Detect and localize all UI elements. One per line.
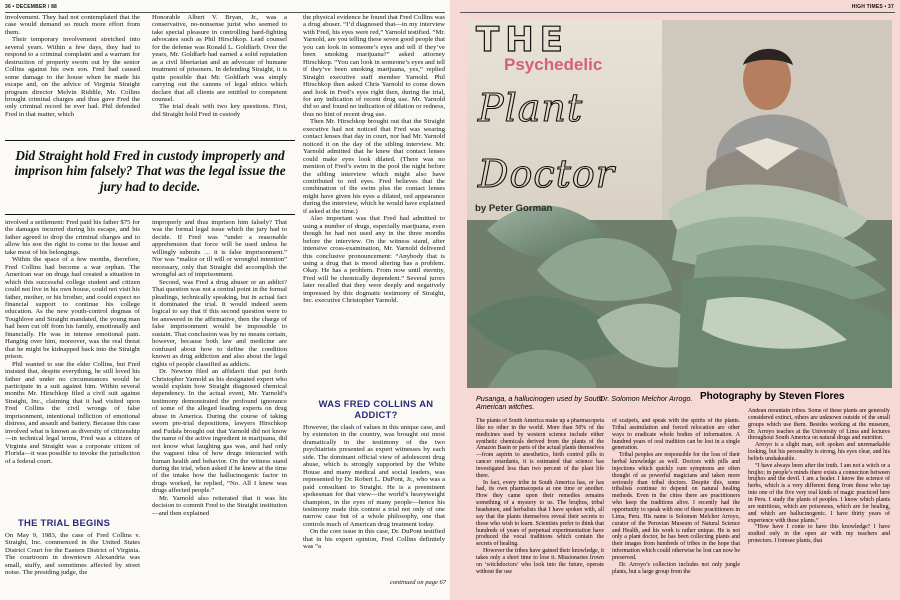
- left-folio: 36 • DECEMBER / 88: [5, 4, 58, 10]
- paragraph: Honorable Albert V. Bryan, Jr., was a conservative, no-nonsense jurist who seemed to take special pleasure in controlling hard-fighting advocates such as Phil Hirschkop. Lead counsel for the defense was Ronald L. Goldfarb. Over the years, Mr. Goldfarb had earned a solid reputation as a civil libertarian and an advocate of humane treatment of prisoners. In defending Straight, it is quite possible that Mr. Goldfarb was simply carrying out the canons of legal ethics which declare that all clients are entitled to competent counsel.: [152, 14, 287, 103]
- right-folio: HIGH TIMES • 37: [851, 4, 894, 10]
- paragraph: involved a settlement: Fred paid his father $75 for the damages incurred during his escape, and his father agreed to drop the criminal charges and to allow his son the right to come to the house and take most of his belongings.: [5, 219, 140, 256]
- title-plant: Plant: [478, 86, 584, 130]
- paragraph: involvement. They had not contemplated that the case would demand so much more effort from them.: [5, 14, 140, 36]
- paragraph: Their temporary involvement stretched into several years. Within a few days, they had to respond to a criminal complaint and a warrant for destruction of property sworn out by the senior Collins against his own son. Fred had caused some damage to the house when he made his escape and, on the advice of Virginia Straight program director Melvin Riddile, Mr. Collins brought criminal charges and thus gave Fred the only criminal record he ever had. Phil defended Fred in that matter, which: [5, 36, 140, 118]
- left-col1-end: [5, 532, 140, 598]
- left-col2-top: [152, 14, 287, 136]
- paragraph: On May 9, 1983, the case of Fred Collins v. Straight, Inc. commenced in the United States District Court for the Eastern District of Virginia. The courtroom in downtown Alexandria was small, stuffy, and sometimes affected by street noise. The presiding judge, the: [5, 532, 140, 577]
- paragraph: Tribal peoples are responsible for the loss of their herbal knowledge as well. Doctors with pills and injections which quickly cure symptoms are often thought of as powerful magicians and taken more seriously than tribal doctors. Despite this, some tribalists continue to depend on natural healing methods. Even in the cities there are practitioners who keep the traditions alive. I recently had the opportunity to speak with one of these practitioners in Lima, Peru. His name is Solomon Melchor Arroyo, curator of the Peruvian Museum of Natural Science and Health, and his work is rather unique. He is not only a plant doctor, he has been collecting plants and their images from hundreds of tribes in the hope that information which could otherwise be lost can now be preserved.: [612, 452, 740, 561]
- pull-quote-rule-bottom: [5, 214, 295, 215]
- title-the: THE: [476, 20, 569, 60]
- pull-quote-rule-top: [5, 140, 295, 141]
- left-col1-bottom: [5, 219, 140, 510]
- paragraph: Dr. Arroyo’s collection includes not only jungle plants, but a large group from the: [612, 561, 740, 575]
- continued-note: continued on page 67: [389, 579, 446, 586]
- paragraph: However, the clash of values in this unique case, and by extension in the country, was brought out most dramatically in the testimony of the two psychiatrists presented as expert witnesses by each side. The dominant official view of adolescent drug abuse, which is strongly supported by the White House and many medical and social leaders, was represented by Dr. Robert L. DuPont, Jr., who was a paid consultant to Straight. He is a preeminent spokesman for that view—the world’s heavyweight champion, in the eyes of many people—hence his testimony made this contest a trial not only of one narrow case but of a whole philosophy, one that controls much of American drug treatment today.: [303, 424, 445, 528]
- paragraph: The plants of South America make up a pharmacopeia like no other in the world. More than 50% of the medicines used by western science include either synthetic chemicals derived from the plants of the Amazon Basin or parts of the actual plants themselves—from aspirin to anesthetics, birth control pills to cancer retardants, it is estimated that science has investigated less than two percent of the plant life there.: [476, 418, 604, 479]
- photo-credit: Photography by Steven Flores: [700, 391, 845, 402]
- paragraph: In fact, every tribe in South America has, or has had, its own pharmacopeia at one time or another. How they came upon their remedies remains something of a mystery to us. The brujhos, tribal headsmen, and herbalists that I have spoken with, all say that the plants themselves reveal their secrets to those who wish to learn. Scientists prefer to think that hundreds of years of perpetual experimentation have produced the vocal traditions which contain the secrets of healing.: [476, 479, 604, 548]
- paragraph: However the tribes have gained their knowledge, it takes only a short time to lose it. Missionaries frown on ‘witchdoctors’ who look into the future, operate without the use: [476, 548, 604, 575]
- left-col3-bottom: [303, 424, 445, 577]
- paragraph: of scalpels, and speak with the spirits of the plants. Tribal assimilation and forced relocation are other ways to eradicate whole bodies of information. A hundred years of oral tradition can be lost in a single generation.: [612, 418, 740, 452]
- title-psychedelic: Psychedelic: [504, 55, 603, 74]
- paragraph: “How have I come to have this knowledge? I have studied only in the open air with my teachers and protectors. I foresee plants, that: [748, 524, 890, 545]
- subhead-addict: WAS FRED COLLINS AN ADDICT?: [318, 398, 434, 420]
- paragraph: Arroyo is a slight man, soft spoken and unremarkable looking, but his personality is strong, his eyes clear, and his beliefs unshakeable.: [748, 442, 890, 462]
- paragraph: Andean mountain tribes. Some of these plants are generally considered extinct, others are unknown outside of the small groups which use them. Besides working at the museum, Dr. Arroyo teaches at the University of Lima and lectures throughout South America on natural drugs and nutrition.: [748, 408, 890, 442]
- left-col1-top: [5, 14, 140, 136]
- subhead-trial-begins: THE TRIAL BEGINS: [18, 517, 111, 528]
- right-header-rule: [460, 12, 895, 13]
- byline: by Peter Gorman: [475, 203, 553, 214]
- left-col2-bottom: [152, 219, 287, 598]
- paragraph: On the core issue in this case, Dr. DuPont testified that in his expert opinion, Fred Collins definitely was “a: [303, 528, 445, 551]
- title-doctor: Doctor: [478, 152, 615, 196]
- pull-quote: Did Straight hold Fred in custody improperly and imprison him falsely? That was the legal issue the jury had to decide.: [14, 148, 286, 194]
- paragraph: Dr. Newton filed an affidavit that put forth Christopher Yarnold as his designated expert who would explain how Straight diagnosed chemical dependency. In the actual event, Mr. Yarnold’s testimony demonstrated the profound ignorance of some of the alleged leading experts on drug abuse in America. During the course of taking sworn pre-trial depositions, lawyers Hirschkop and Fudala brought out that Yarnold did not know the name of the active ingredient in marijuana, did not know what laughing gas was, and had only the vaguest idea of how drugs interacted with human health and behavior. On the witness stand during the trial, when asked if he knew at the time of the intake how the hallucinogenic factor in drugs worked, he replied, “No. All I knew was drugs affected people.”: [152, 368, 287, 495]
- paragraph: Second, was Fred a drug abuser or an addict? That question was not a central point in the formal pleadings, technically speaking, but in actual fact it dominated the trial. It would indeed seem logical to say that if this second question were to be answered in the affirmative, then the charge of false imprisonment would be impossible to sustain. That conclusion was by no means certain, however, because both law and medicine are confused about how to define the condition known as drug addiction and also about the legal rights of people classified as addicts.: [152, 278, 287, 368]
- left-col3-top: [303, 14, 445, 396]
- paragraph: “I have always been after the truth. I am not a witch or a brujho; in people’s minds there exists a connection between brujhos and the devil. I am a healer. I know the science of herbs, which is a very different thing from those who tap into one of the five very real kinds of magic practiced here in Peru. I study the plants of peoples. I know which plants are nutritious, which are poisonous, which are for healing, and which are hallucinogenic. I have thirty years of experience with these plants.”: [748, 462, 890, 524]
- paragraph: Within the space of a few months, therefore, Fred Collins had become a war orphan. The American war on drugs had created a situation in which this successful college student and citizen could not live in his own house, could not visit his father, mother, or his brother, and could expect no financial support to continue his college education. As the new youth-control dogmas of Toughlove and Straight mandated, the young man had been cut off from his family, emotionally and financially. He was in intense emotional pain. Hanging over him, moreover, was the real threat that he might be kidnapped back into the Straight prison.: [5, 256, 140, 361]
- article-title: [474, 22, 664, 227]
- paragraph: Then Mr. Hirschkop brought out that the Straight executive had not noticed that Fred was wearing contact lenses that day in court, nor had Mr. Yarnold noticed it on the day of the sibling interview. Mr. Yarnold admitted that he knew that contact lenses could make eyes look dilated. (There was no mention of Fred’s swim in the pool the night before the sibling interview which might also have contributed to red eyes. Fred believes that the combination of the swim plus the contact lenses might have given his eyes a dilated, red appearance during the interview, which he would have explained if asked at the time.): [303, 118, 445, 215]
- left-header-rule: [5, 12, 445, 13]
- right-col2: [612, 418, 740, 598]
- paragraph: Phil wanted to sue the elder Collins, but Fred insisted that, despite everything, he still loved his father and under no circumstances would he participate in a suit against him. Within several months Mr. Hirschkop filed a civil suit against Straight, Inc., claiming that it had visited upon Fred Collins the civil wrongs of false imprisonment, intentional infliction of emotional distress, and assault and battery. Because this case involved what is known as diversity of citizenship—in technical legal terms, Fred was a citizen of Virginia and Straight was a corporate citizen of Florida—it was possible to invoke the jurisdiction of a federal court.: [5, 360, 140, 465]
- right-col3: [748, 408, 890, 598]
- caption-pusanga: Pusanga, a hallucinogen used by South American witches.: [476, 394, 603, 412]
- paragraph: improperly and thus imprison him falsely? That was the formal legal issue which the jury had to decide. If Fred was “under a reasonable apprehension that force will be used unless he willingly submits … it is false imprisonment.” Nor was “malice or ill will or wrongful intention” necessary, only that Straight did accomplish the wrongful act of imprisonment.: [152, 219, 287, 279]
- caption-arrogo: Dr. Solomon Melchor Arrogo.: [600, 394, 693, 403]
- paragraph: the physical evidence he found that Fred Collins was a drug abuser. “I’d diagnosed that—in my interview with Fred, his eyes were red,” Yarnold testified. “Mr. Yarnold, are you telling these seven good people that you can look in someone’s eyes and tell if they’ve been smoking marijuana?” asked attorney Hirschkop. “You can look in someone’s eyes and tell if they’ve been smoking marijuana, yes,” replied Straight executive staff member Yarnold. Phil Hirschkop then asked Chris Yarnold to come down and look in Fred’s eyes right then, during the trial, for any indication of recent drug use. Mr. Yarnold did so and found no indication of dilation or redness, thus no hint of recent drug use.: [303, 14, 445, 118]
- plant-bundle: [667, 185, 892, 388]
- paragraph: Mr. Yarnold also reiterated that it was his decision to commit Fred to the Straight institution—and then explained: [152, 494, 287, 517]
- paragraph: The trial dealt with two key questions. First, did Straight hold Fred in custody: [152, 103, 287, 118]
- right-col1: [476, 418, 604, 598]
- paragraph: Also important was that Fred had admitted to using a number of drugs, especially marijuana, even though he had not used any in the three months before the interview. On the witness stand, after intensive cross-examination, Mr. Yarnold delivered this conclusive pronouncement: “Anybody that is using a drug that is mood altering has a problem. Okay. He has a problem. From now until eternity, Fred will be chemically dependent.” Several jurors later recalled that they were deeply and negatively impressed by this dogmatic testimony of Straight, Inc. executive Christopher Yarnold.: [303, 215, 445, 305]
